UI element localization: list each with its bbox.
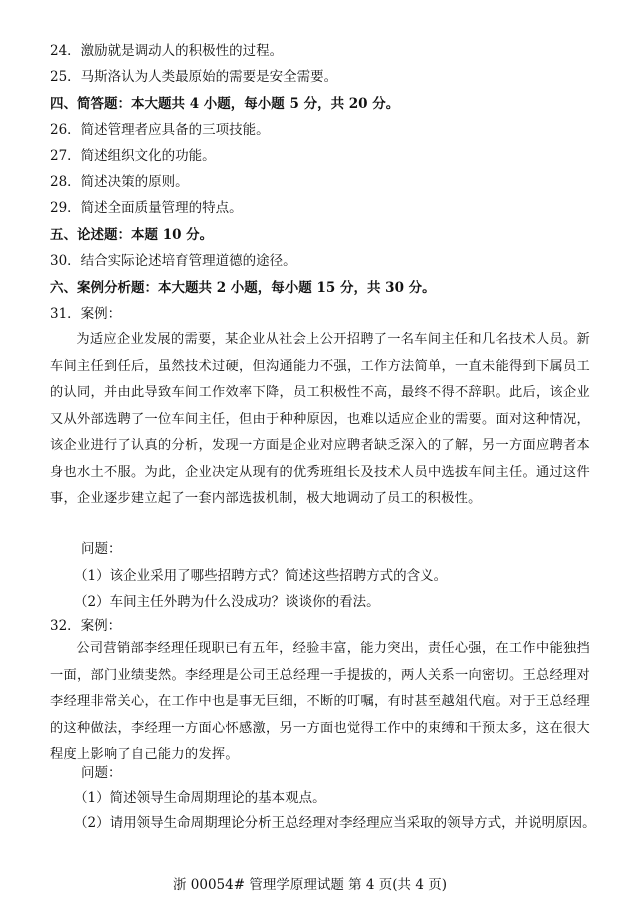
question-30: 30．结合实际论述培育管理道德的途径。 — [50, 253, 297, 269]
case-31-text: 为适应企业发展的需要，某企业从社会上公开招聘了一名车间主任和几名技术人员。新车间主任到任后，虽然技术过硬，但沟通能力不强，工作方法简单，一直未能得到下属员工的认同，并由此导致车间工作效率下降，员工积极性不高，最终不得不辞职。此后，该企业又从外部选聘了一位车间主任，但由于种种原因，也难以适应企业的需要。面对这种情况，该企业进行了认真的分析，发现一方面是企业对应聘者缺乏深入的了解，另一方面应聘者本身也水土不服。为此，企业决定从现有的优秀班组长及技术人员中选拔车间主任。通过这件事，企业逐步建立起了一套内部选拔机制，极大地调动了员工的积极性。 — [50, 332, 590, 506]
section-4-heading: 四、简答题：本大题共 4 小题，每小题 5 分，共 20 分。 — [50, 96, 400, 112]
question-26: 26．简述管理者应具备的三项技能。 — [50, 122, 270, 138]
question-31-label: 31．案例： — [50, 306, 122, 322]
question-29: 29．简述全面质量管理的特点。 — [50, 200, 243, 216]
question-25: 25．马斯洛认为人类最原始的需要是安全需要。 — [50, 69, 338, 85]
question-27: 27．简述组织文化的功能。 — [50, 148, 216, 164]
question-28: 28．简述决策的原则。 — [50, 174, 189, 190]
case-31-question-2: （2）车间主任外聘为什么没成功？谈谈你的看法。 — [74, 594, 380, 610]
question-32-label: 32．案例： — [50, 618, 122, 634]
case-32-question-label: 问题： — [81, 765, 122, 781]
case-31-question-label: 问题： — [81, 541, 122, 557]
section-6-heading: 六、案例分析题：本大题共 2 小题，每小题 15 分，共 30 分。 — [50, 280, 436, 296]
case-31-question-1: （1）该企业采用了哪些招聘方式？简述这些招聘方式的含义。 — [74, 568, 448, 584]
section-5-heading: 五、论述题：本题 10 分。 — [50, 227, 214, 243]
case-32-text: 公司营销部李经理任现职已有五年，经验丰富，能力突出，责任心强，在工作中能独挡一面，部门业绩斐然。李经理是公司王总经理一手提拔的，两人关系一向密切。王总经理对李经理非常关心，在工作中也是事无巨细，不断的叮嘱，有时甚至越俎代庖。对于王总经理的这种做法，李经理一方面心怀感激，另一方面也觉得工作中的束缚和干预太多，这在很大程度上影响了自己能力的发挥。 — [50, 641, 590, 762]
case-32-question-1: （1）简述领导生命周期理论的基本观点。 — [74, 790, 326, 806]
question-24: 24．激励就是调动人的积极性的过程。 — [50, 43, 284, 59]
case-32-question-2: （2）请用领导生命周期理论分析王总经理对李经理应当采取的领导方式，并说明原因。 — [74, 815, 596, 831]
page-footer: 浙 00054# 管理学原理试题 第 4 页(共 4 页) — [172, 877, 447, 893]
